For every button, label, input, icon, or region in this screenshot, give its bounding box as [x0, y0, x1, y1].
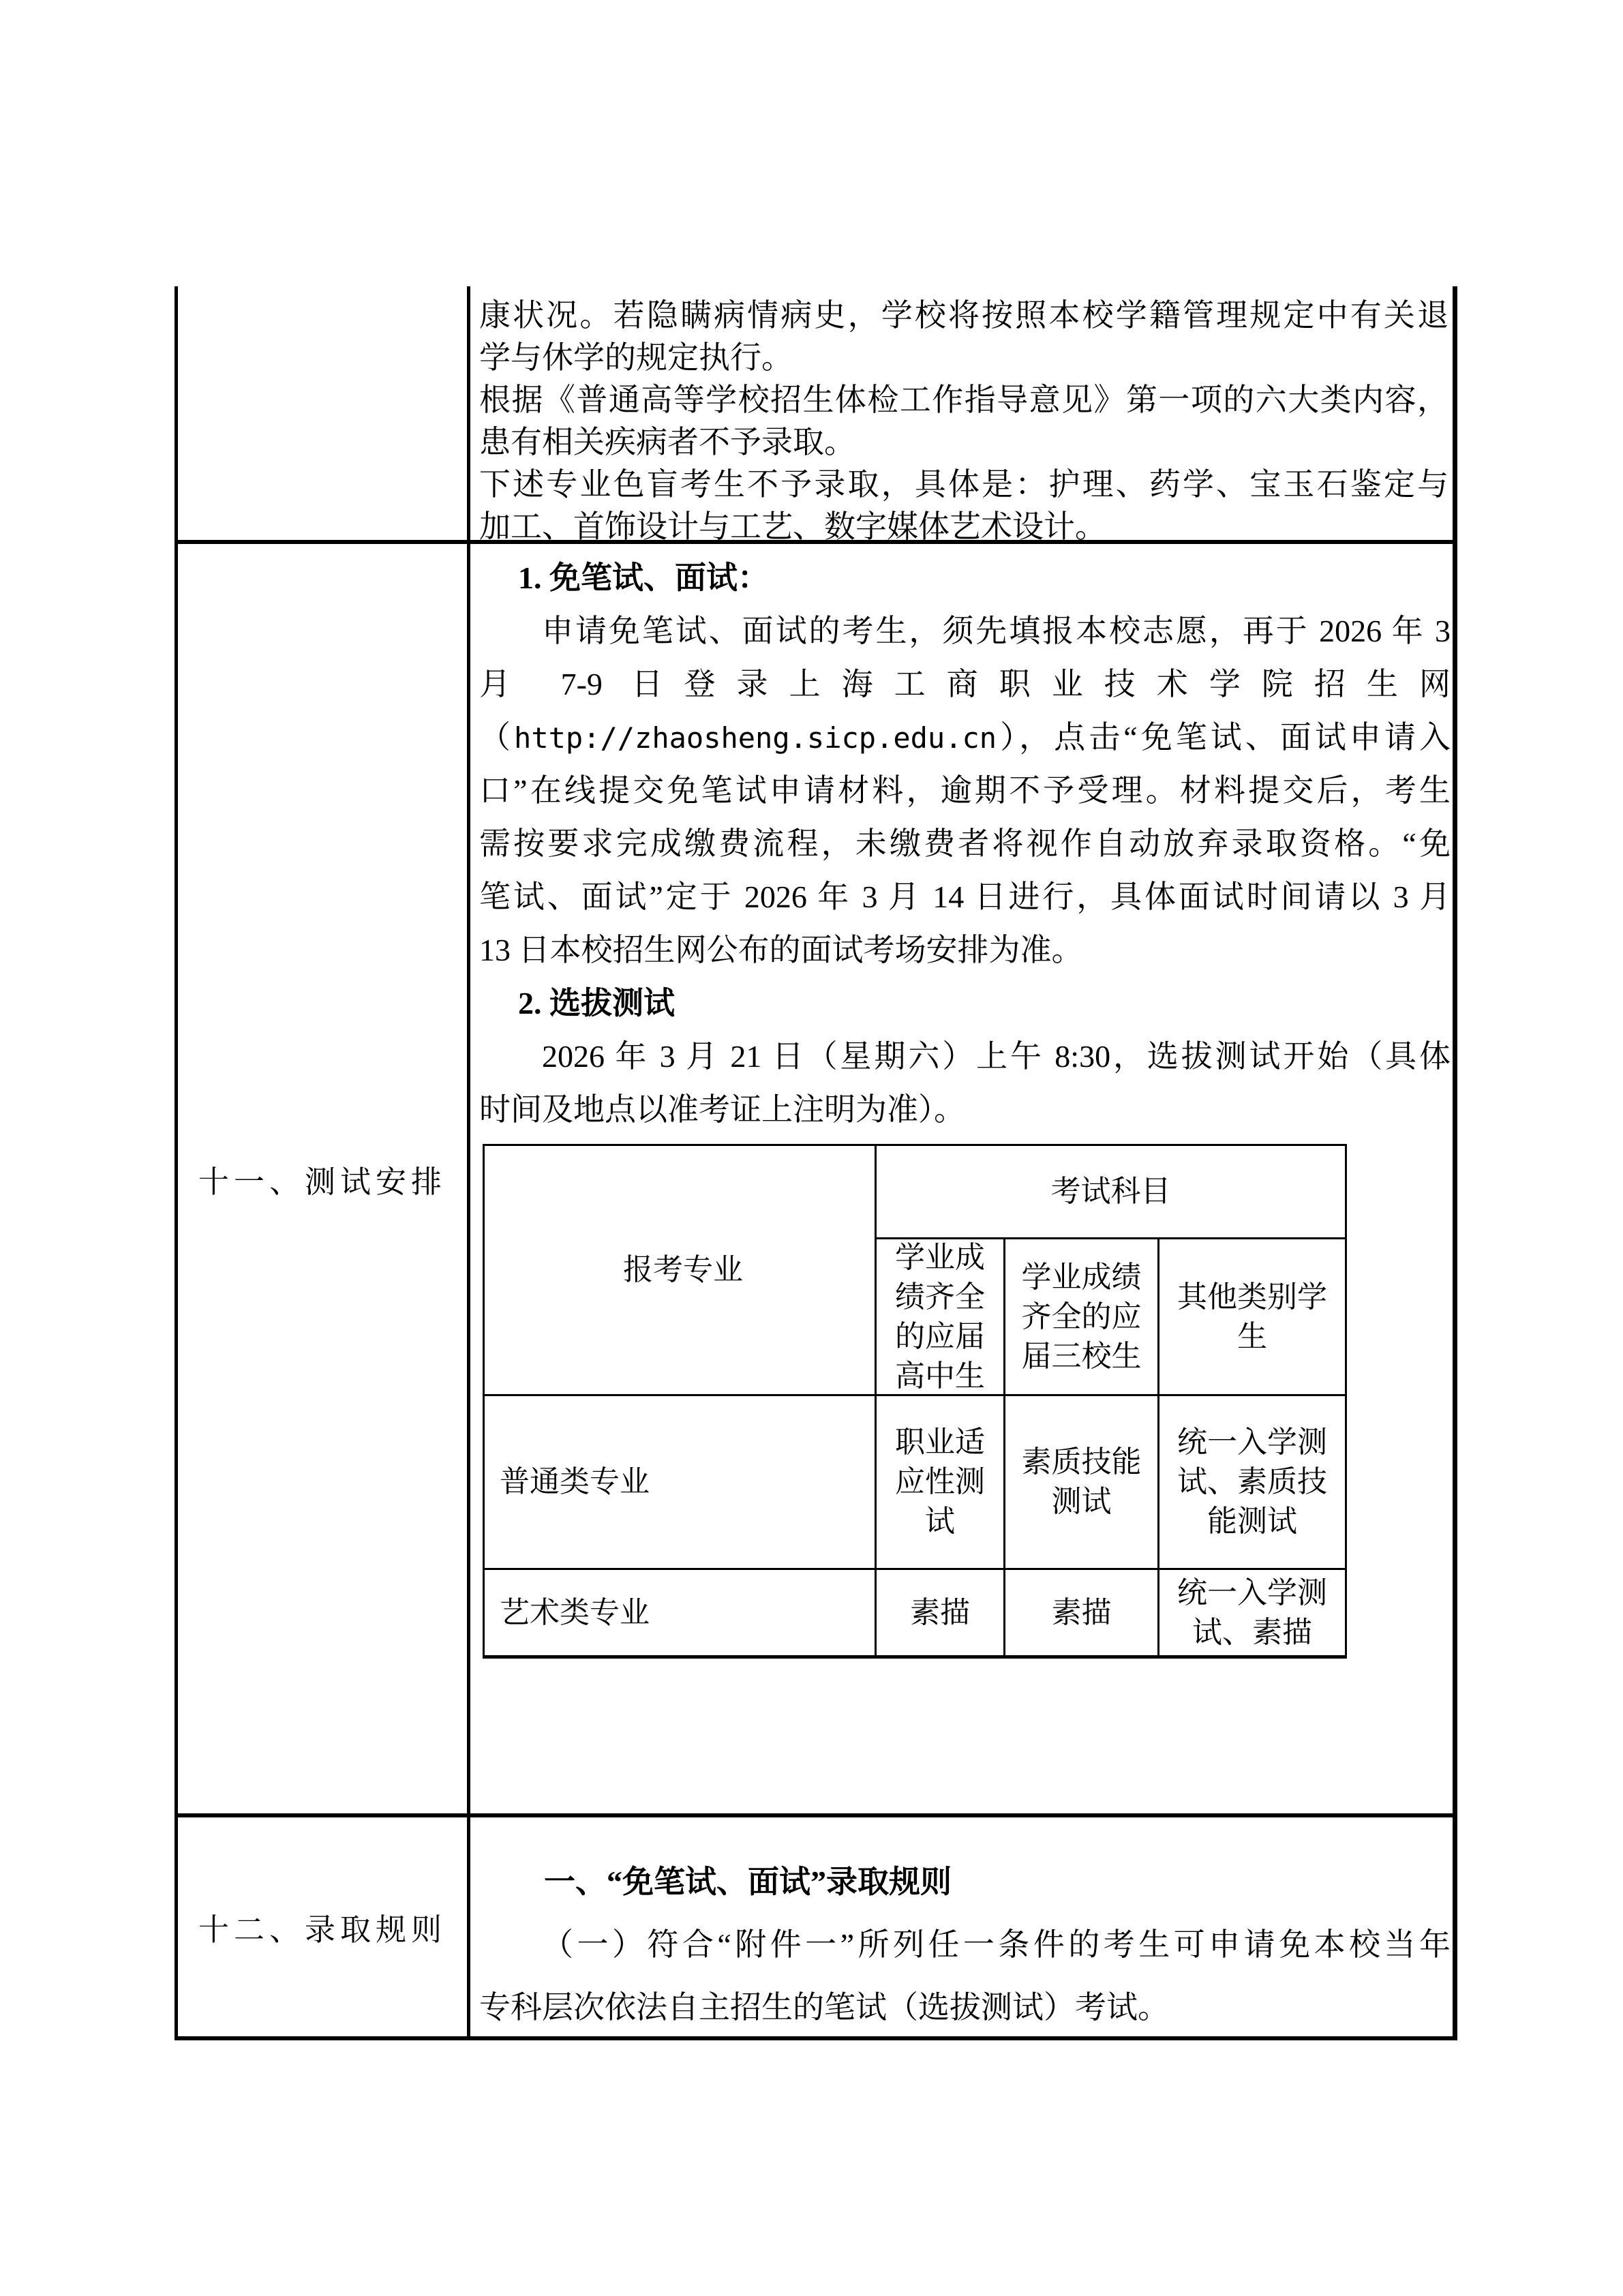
table-border-right — [1453, 286, 1457, 2040]
admissions-website-url: http://zhaosheng.sicp.edu.cn — [514, 721, 997, 755]
paragraph-line: （一）符合“附件一”所列任一条件的考生可申请免本校当年 — [542, 1927, 1451, 1962]
paragraph-line: 口”在线提交免笔试申请材料，逾期不予受理。材料提交后，考生 — [479, 773, 1451, 808]
table-cell-art-sanxiao: 素描 — [1005, 1570, 1159, 1655]
paragraph-line: 加工、首饰设计与工艺、数字媒体艺术设计。 — [479, 509, 1106, 544]
column-header-sanxiao-grads: 学业成绩齐全的应届三校生 — [1005, 1239, 1159, 1396]
paragraph-line: 学与休学的规定执行。 — [479, 340, 793, 375]
column-header-major: 报考专业 — [485, 1146, 877, 1396]
health-requirements-paragraph — [479, 294, 1448, 548]
table-border-column-divider — [467, 286, 470, 2040]
url-suffix: ），点击“免笔试、面试申请入 — [997, 720, 1451, 755]
paragraph-line: 下述专业色盲考生不予录取，具体是：护理、药学、宝玉石鉴定与 — [479, 467, 1448, 502]
test-arrangement-content — [479, 552, 1451, 1136]
exam-subjects-table — [483, 1144, 1347, 1659]
table-cell-general-hs: 职业适应性测试 — [877, 1396, 1005, 1570]
column-header-exam-subjects: 考试科目 — [877, 1146, 1345, 1239]
paragraph-line: 根据《普通高等学校招生体检工作指导意见》第一项的六大类内容， — [479, 382, 1448, 417]
paragraph-line: 专科层次依法自主招生的笔试（选拔测试）考试。 — [479, 1990, 1169, 2025]
url-prefix: （ — [479, 720, 515, 755]
paragraph-line: 时间及地点以准考证上注明为准）。 — [479, 1092, 965, 1127]
table-cell-art-other: 统一入学测试、素描 — [1177, 1575, 1327, 1649]
row-header-admission-rules: 十二、录取规则 — [198, 1913, 446, 1947]
heading-exemption-admission-rule: 一、“免笔试、面试”录取规则 — [544, 1864, 952, 1899]
table-cell-general-sanxiao: 素质技能测试 — [1005, 1396, 1159, 1570]
paragraph-line: 康状况。若隐瞒病情病史，学校将按照本校学籍管理规定中有关退 — [479, 298, 1448, 333]
paragraph-line: 2026 年 3 月 21 日（星期六）上午 8:30，选拔测试开始（具体 — [542, 1039, 1451, 1074]
paragraph-line — [479, 711, 1451, 764]
paragraph-line: 申请免笔试、面试的考生，须先填报本校志愿，再于 2026 年 3 — [542, 614, 1451, 648]
column-header-highschool-grads: 学业成绩齐全的应届高中生 — [877, 1239, 1005, 1396]
paragraph-line: 需按要求完成缴费流程，未缴费者将视作自动放弃录取资格。“免 — [479, 826, 1451, 861]
paragraph-line: 13 日本校招生网公布的面试考场安排为准。 — [479, 933, 1083, 967]
table-cell-art-hs: 素描 — [877, 1570, 1005, 1655]
table-cell-major-general: 普通类专业 — [485, 1396, 877, 1570]
row-header-test-arrangement: 十一、测试安排 — [198, 1164, 446, 1199]
heading-exemption-interview: 1. 免笔试、面试： — [518, 560, 769, 595]
paragraph-line: 患有相关疾病者不予录取。 — [479, 425, 855, 459]
heading-selection-test: 2. 选拔测试 — [518, 986, 675, 1021]
paragraph-line: 笔试、面试”定于 2026 年 3 月 14 日进行，具体面试时间请以 3 月 — [479, 879, 1451, 914]
table-cell-general-other: 统一入学测试、素质技能测试 — [1159, 1396, 1345, 1570]
paragraph-line: 月 7-9 日登录上海工商职业技术学院招生网 — [479, 667, 1451, 701]
admission-rules-content — [479, 1851, 1451, 2039]
column-header-other-students: 其他类别学生 — [1159, 1239, 1345, 1396]
table-cell-major-art: 艺术类专业 — [485, 1570, 877, 1655]
